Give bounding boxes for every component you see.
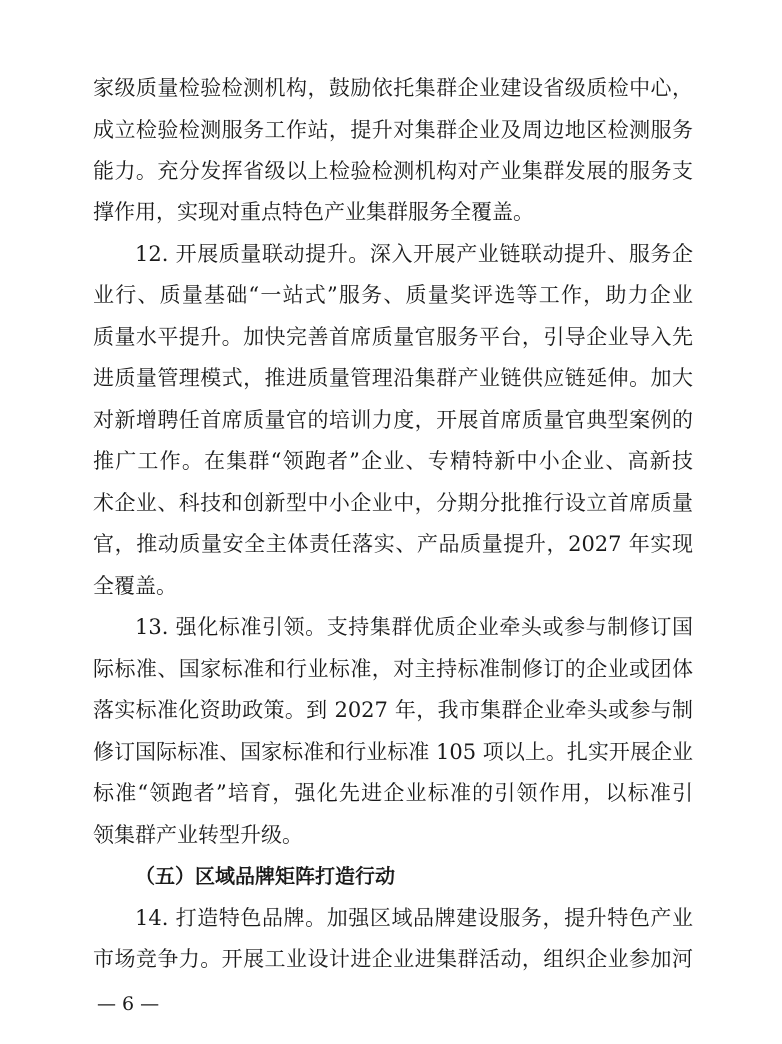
paragraph-line: 官，推动质量安全主体责任落实、产品质量提升，2027 年实现 — [93, 532, 693, 556]
paragraph-line: 进质量管理模式，推进质量管理沿集群产业链供应链延伸。加大 — [93, 366, 693, 390]
paragraph-line: 领集群产业转型升级。 — [93, 823, 303, 847]
paragraph-line: 质量水平提升。加快完善首席质量官服务平台，引导企业导入先 — [93, 325, 693, 349]
paragraph-line: 术企业、科技和创新型中小企业中，分期分批推行设立首席质量 — [93, 491, 693, 515]
section-heading: （五）区域品牌矩阵打造行动 — [135, 864, 395, 888]
paragraph-line: 际标准、国家标准和行业标准，对主持标准制修订的企业或团体 — [93, 657, 693, 681]
paragraph-line: 全覆盖。 — [93, 574, 177, 598]
paragraph-line: 落实标准化资助政策。到 2027 年，我市集群企业牵头或参与制 — [93, 698, 693, 722]
paragraph-line: 12. 开展质量联动提升。深入开展产业链联动提升、服务企 — [135, 242, 693, 266]
paragraph-line: 对新增聘任首席质量官的培训力度，开展首席质量官典型案例的 — [93, 408, 693, 432]
paragraph-line: 能力。充分发挥省级以上检验检测机构对产业集群发展的服务支 — [93, 159, 693, 183]
paragraph-line: 撑作用，实现对重点特色产业集群服务全覆盖。 — [93, 200, 534, 224]
paragraph-line: 标准“领跑者”培育，强化先进企业标准的引领作用，以标准引 — [93, 781, 693, 805]
paragraph-line: 市场竞争力。开展工业设计进企业进集群活动，组织企业参加河 — [93, 947, 693, 971]
paragraph-line: 家级质量检验检测机构，鼓励依托集群企业建设省级质检中心， — [93, 76, 693, 100]
page-number: — 6 — — [97, 993, 160, 1015]
paragraph-line: 业行、质量基础“一站式”服务、质量奖评选等工作，助力企业 — [93, 283, 693, 307]
paragraph-line: 成立检验检测服务工作站，提升对集群企业及周边地区检测服务 — [93, 118, 693, 142]
paragraph-line: 13. 强化标准引领。支持集群优质企业牵头或参与制修订国 — [135, 615, 693, 639]
paragraph-line: 推广工作。在集群“领跑者”企业、专精特新中小企业、高新技 — [93, 449, 693, 473]
paragraph-line: 14. 打造特色品牌。加强区域品牌建设服务，提升特色产业 — [135, 906, 693, 930]
paragraph-line: 修订国际标准、国家标准和行业标准 105 项以上。扎实开展企业 — [93, 740, 693, 764]
